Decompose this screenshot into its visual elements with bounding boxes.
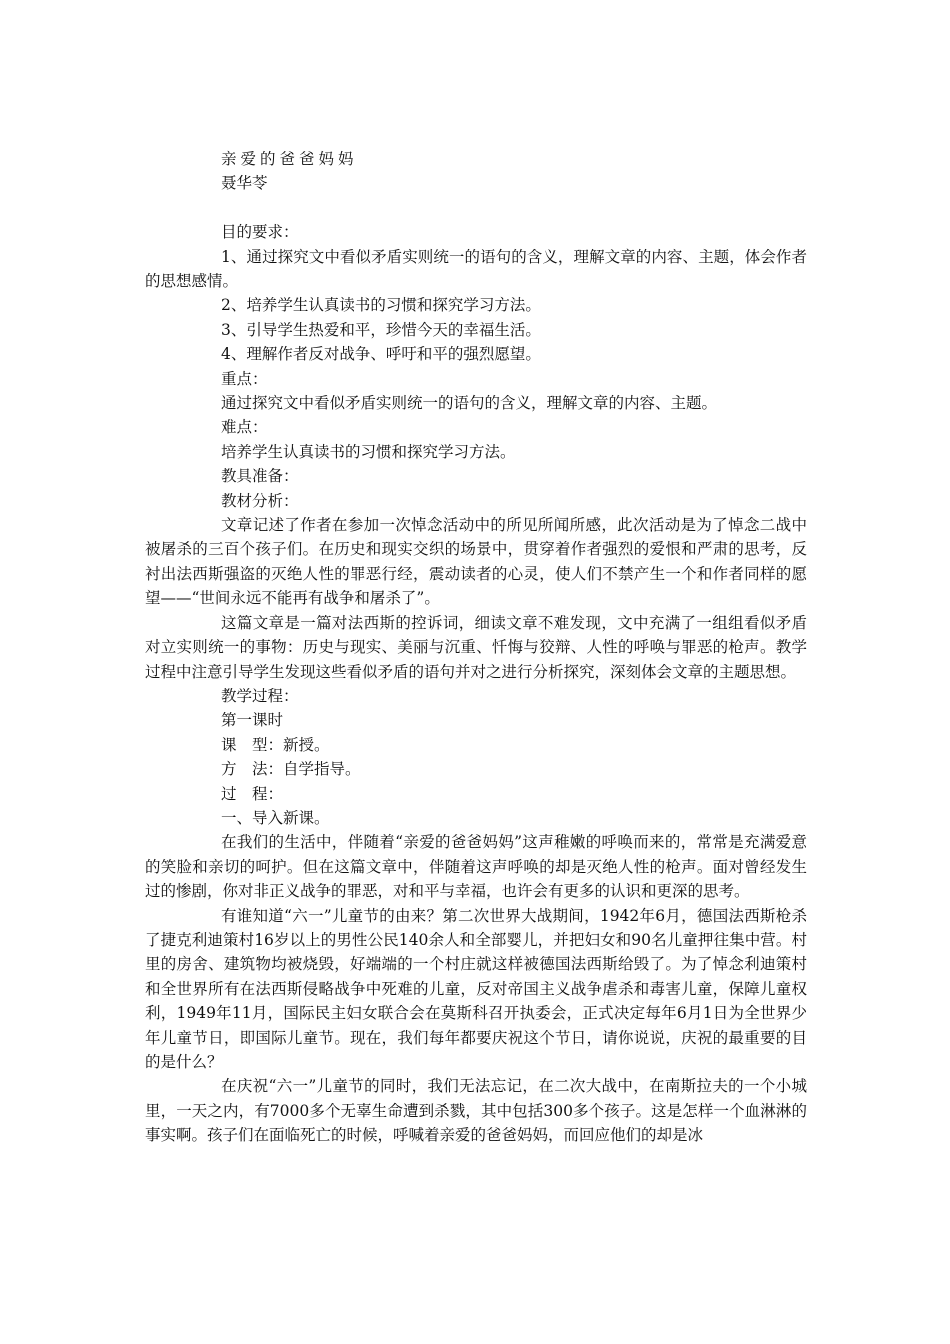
section-heading-teaching-process: 教学过程： [221,686,299,705]
introduction-paragraph-3: 在庆祝“六一”儿童节的同时，我们无法忘记，在二次大战中，在南斯拉夫的一个小城里，一天之内，有7000多个无辜生命遭到杀戮，其中包括300多个孩子。这是怎样一个血淋淋的事实啊。孩子们在面临死亡的时候，呼喊着亲爱的爸爸妈妈，而回应他们的却是冰 [145,1077,807,1145]
section-heading-material-analysis: 教材分析： [221,491,299,510]
key-points-text: 通过探究文中看似矛盾实则统一的语句的含义，理解文章的内容、主题。 [221,394,718,413]
material-analysis-paragraph-1: 文章记述了作者在参加一次悼念活动中的所见所闻所感，此次活动是为了悼念二战中被屠杀的三百个孩子们。在历史和现实交织的场景中，贯穿着作者强烈的爱恨和严肃的思考，反衬出法西斯强盗的灭绝人性的罪恶行经，震动读者的心灵，使人们不禁产生一个和作者同样的愿望——“世间永远不能再有战争和屠杀了”。 [145,516,807,608]
lesson-label: 第一课时 [221,711,284,730]
objective-item-4: 4、理解作者反对战争、呼吁和平的强烈愿望。 [221,345,541,364]
document-title: 亲爱的爸爸妈妈 [221,150,358,168]
introduction-paragraph-1: 在我们的生活中，伴随着“亲爱的爸爸妈妈”这声稚嫩的呼唤而来的，常常是充满爱意的笑脸和亲切的呵护。但在这篇文章中，伴随着这声呼唤的却是灭绝人性的枪声。面对曾经发生过的惨剧，你对非正义战争的罪恶，对和平与幸福，也许会有更多的认识和更深的思考。 [145,833,807,901]
objective-item-1: 1、通过探究文中看似矛盾实则统一的语句的含义，理解文章的内容、主题，体会作者的思想感情。 [145,247,807,291]
blank-line [145,196,807,220]
document-author: 聂华苓 [221,174,268,193]
objective-item-2: 2、培养学生认真读书的习惯和探究学习方法。 [221,296,541,315]
section-heading-teaching-aids: 教具准备： [221,467,299,486]
section-heading-difficulties: 难点： [221,418,268,437]
objective-item-3: 3、引导学生热爱和平，珍惜今天的幸福生活。 [221,320,541,339]
lesson-method: 方 法：自学指导。 [221,760,361,779]
step-heading-introduction: 一、导入新课。 [221,808,330,827]
section-heading-objectives: 目的要求： [221,223,299,242]
difficulties-text: 培养学生认真读书的习惯和探究学习方法。 [221,442,516,461]
section-heading-key-points: 重点： [221,369,268,388]
material-analysis-paragraph-2: 这篇文章是一篇对法西斯的控诉词，细读文章不难发现，文中充满了一组组看似矛盾对立实则统一的事物：历史与现实、美丽与沉重、忏悔与狡辩、人性的呼唤与罪恶的枪声。教学过程中注意引导学生发现这些看似矛盾的语句并对之进行分析探究，深刻体会文章的主题思想。 [145,613,807,681]
document-body [145,147,807,1148]
lesson-procedure-label: 过 程： [221,784,284,803]
lesson-type: 课 型：新授。 [221,735,330,754]
introduction-paragraph-2: 有谁知道“六一”儿童节的由来？第二次世界大战期间，1942年6月，德国法西斯枪杀了捷克利迪策村16岁以上的男性公民140余人和全部婴儿，并把妇女和90名儿童押往集中营。村里的房舍、建筑物均被烧毁，好端端的一个村庄就这样被德国法西斯给毁了。为了悼念利迪策村和全世界所有在法西斯侵略战争中死难的儿童，反对帝国主义战争虐杀和毒害儿童，保障儿童权利，1949年11月，国际民主妇女联合会在莫斯科召开执委会，正式决定每年6月1日为全世界少年儿童节日，即国际儿童节。现在，我们每年都要庆祝这个节日，请你说说，庆祝的最重要的目的是什么？ [145,906,807,1072]
